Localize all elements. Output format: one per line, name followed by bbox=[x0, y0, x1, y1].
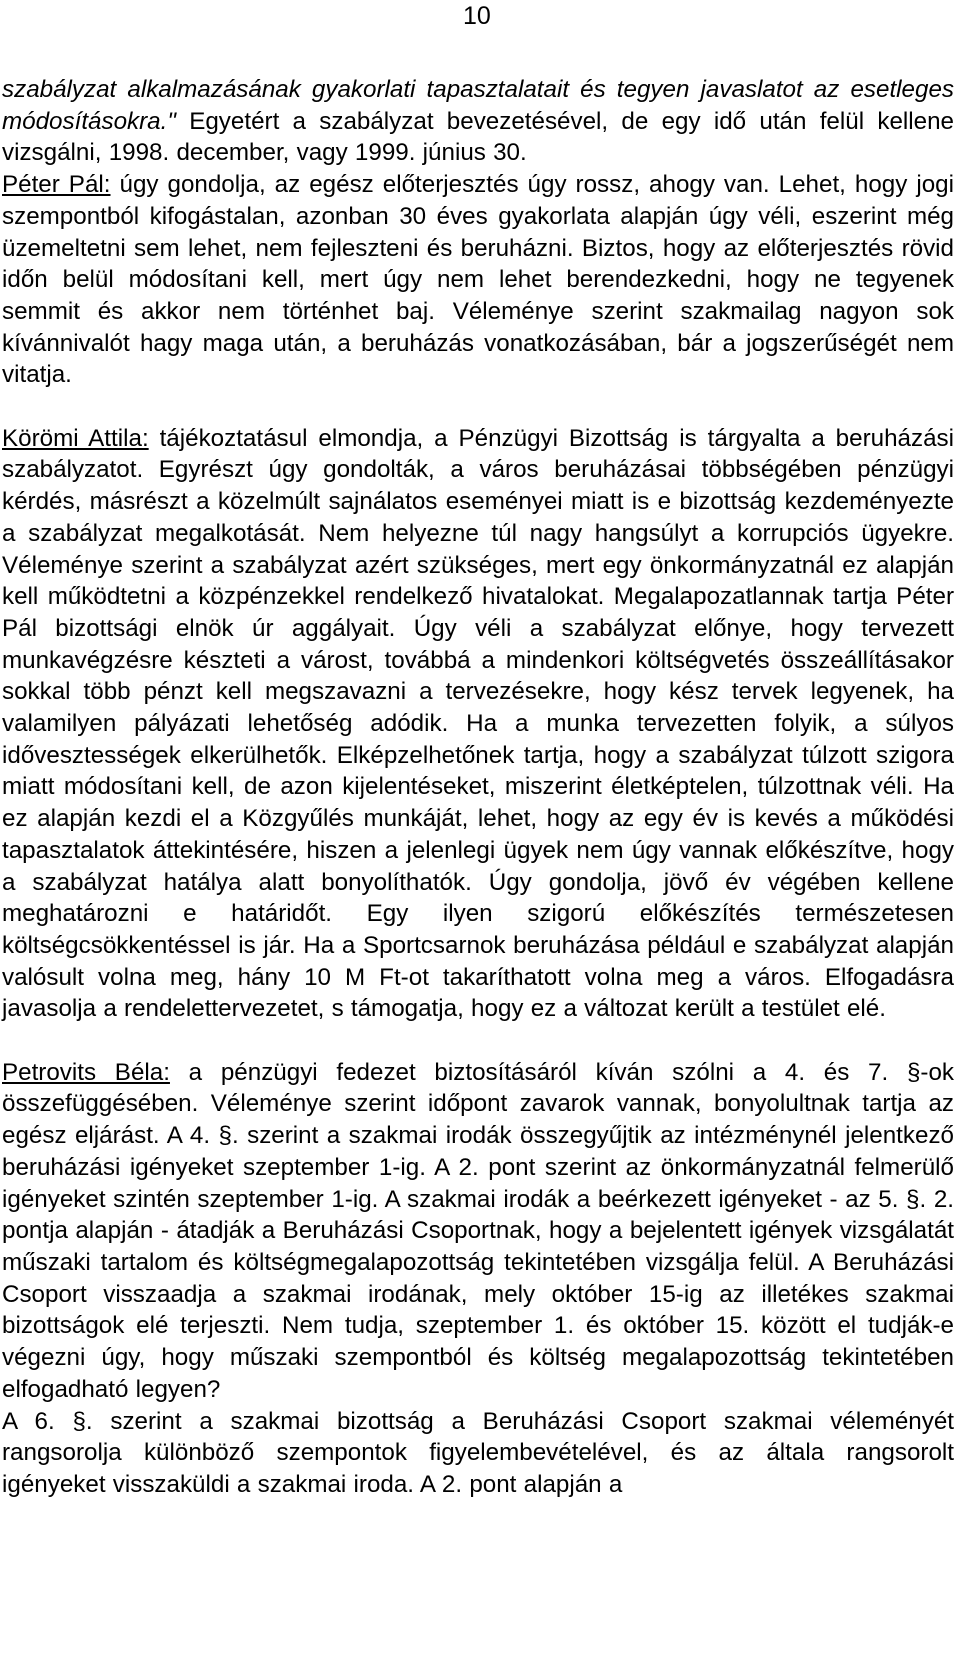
paragraph-text: a pénzügyi fedezet biztosításáról kíván szólni a 4. és 7. §-ok összefüggésében. Véleménye szerint időpont zavarok vannak, bonyolultnak tartja az egész eljárást. A 4. §. szerint a szakmai irodák összegyűjtik az intézménynél jelentkező beruházási igényeket szeptember 1-ig. A 2. pont szerint az önkormányzatnál felmerülő igényeket szintén szeptember 1-ig. A szakmai irodák a beérkezett igényeket - az 5. §. 2. pontja alapján - átadják a Beruházási Csoportnak, hogy a bejelentett igények vizsgálatát műszaki tartalom és költségmegalapozottság tekintetében vizsgálja felül. A Beruházási Csoport visszaadja a szakmai irodának, mely október 15-ig az illetékes szakmai bizottságok elé terjeszti. Nem tudja, szeptember 1. és október 15. között el tudják-e végezni úgy, hogy műszaki szempontból és költség megalapozottság tekintetében elfogadható legyen? bbox=[2, 1058, 954, 1403]
speaker-name: Körömi Attila: bbox=[2, 424, 149, 452]
speaker-name: Péter Pál: bbox=[2, 171, 111, 199]
paragraph-3 bbox=[2, 423, 954, 1025]
paragraph-2 bbox=[2, 169, 954, 391]
paragraph-gap bbox=[2, 1025, 954, 1057]
paragraph-text: úgy gondolja, az egész előterjesztés úgy rossz, ahogy van. Lehet, hogy jogi szempontból kifogástalan, azonban 30 éves gyakorlata alapján úgy véli, eszerint még üzemeltetni sem lehet, nem fejleszteni és beruházni. Biztos, hogy az előterjesztés rövid időn belül módosítani kell, mert úgy nem lehet berendezkedni, hogy ne tegyenek semmit és akkor nem történhet baj. Véleménye szerint szakmailag nagyon sok kívánnivalót hagy maga után, a beruházás vonatkozásában, bár a jogszerűségét nem vitatja. bbox=[2, 171, 954, 389]
paragraph-4 bbox=[2, 1057, 954, 1406]
page-number: 10 bbox=[463, 2, 491, 30]
paragraph-text: Egyetért a szabályzat bevezetésével, de egy idő után felül kellene vizsgálni, 1998. december, vagy 1999. június 30. bbox=[2, 107, 954, 167]
paragraph-text: tájékoztatásul elmondja, a Pénzügyi Bizottság is tárgyalta a beruházási szabályzatot. Egyrészt úgy gondolták, a város beruházásai többségében pénzügyi kérdés, másrészt a közelmúlt sajnálatos eseményei miatt is e bizottság kezdeményezte a szabályzat megalkotását. Nem helyezne túl nagy hangsúlyt a korrupciós ügyekre. Véleménye szerint a szabályzat azért szükséges, mert egy önkormányzatnál ez alapján kell működtetni a közpénzekkel rendelkező hivatalokat. Megalapozatlannak tartja Péter Pál bizottsági elnök úr aggályait. Úgy véli a szabályzat előnye, hogy tervezett munkavégzésre készteti a várost, továbbá a mindenkori költségvetés összeállításakor sokkal több pénzt kell megszavazni a tervezésekre, hogy kész tervek legyenek, ha valamilyen pályázati lehetőség adódik. Ha a munka tervezetten folyik, a súlyos idővesztességek elkerülhetők. Elképzelhetőnek tartja, hogy a szabályzat túlzott szigora miatt módosítani kell, de azon kijelentéseket, miszerint életképtelen, túlzottnak véli. Ha ez alapján kezdi el a Közgyűlés munkáját, lehet, hogy az egy év is kevés a működési tapasztalatok áttekintésére, hiszen a jelenlegi ügyek nem úgy vannak előkészítve, hogy a szabályzat hatálya alatt bonyolíthatók. Úgy gondolja, jövő év végében kellene meghatározni e határidőt. Egy ilyen szigorú előkészítés természetesen költségcsökkentéssel is jár. Ha a Sportcsarnok beruházása például e szabályzat alapján valósult volna meg, hány 10 M Ft-ot takaríthatott volna meg a város. Elfogadásra javasolja a rendelettervezetet, s támogatja, hogy ez a változat került a testület elé. bbox=[2, 424, 954, 1023]
speaker-name: Petrovits Béla: bbox=[2, 1058, 170, 1086]
paragraph-1 bbox=[2, 74, 954, 169]
paragraph-5 bbox=[2, 1406, 954, 1501]
document-body bbox=[2, 74, 954, 1501]
paragraph-gap bbox=[2, 391, 954, 423]
quoted-text: szabályzat alkalmazásának gyakorlati tapasztalatait és tegyen javaslatot az esetleges módosításokra." bbox=[2, 76, 954, 135]
paragraph-text: A 6. §. szerint a szakmai bizottság a Beruházási Csoport szakmai véleményét rangsorolja különböző szempontok figyelembevételével, és az általa rangsorolt igényeket visszaküldi a szakmai iroda. A 2. pont alapján a bbox=[2, 1407, 954, 1498]
